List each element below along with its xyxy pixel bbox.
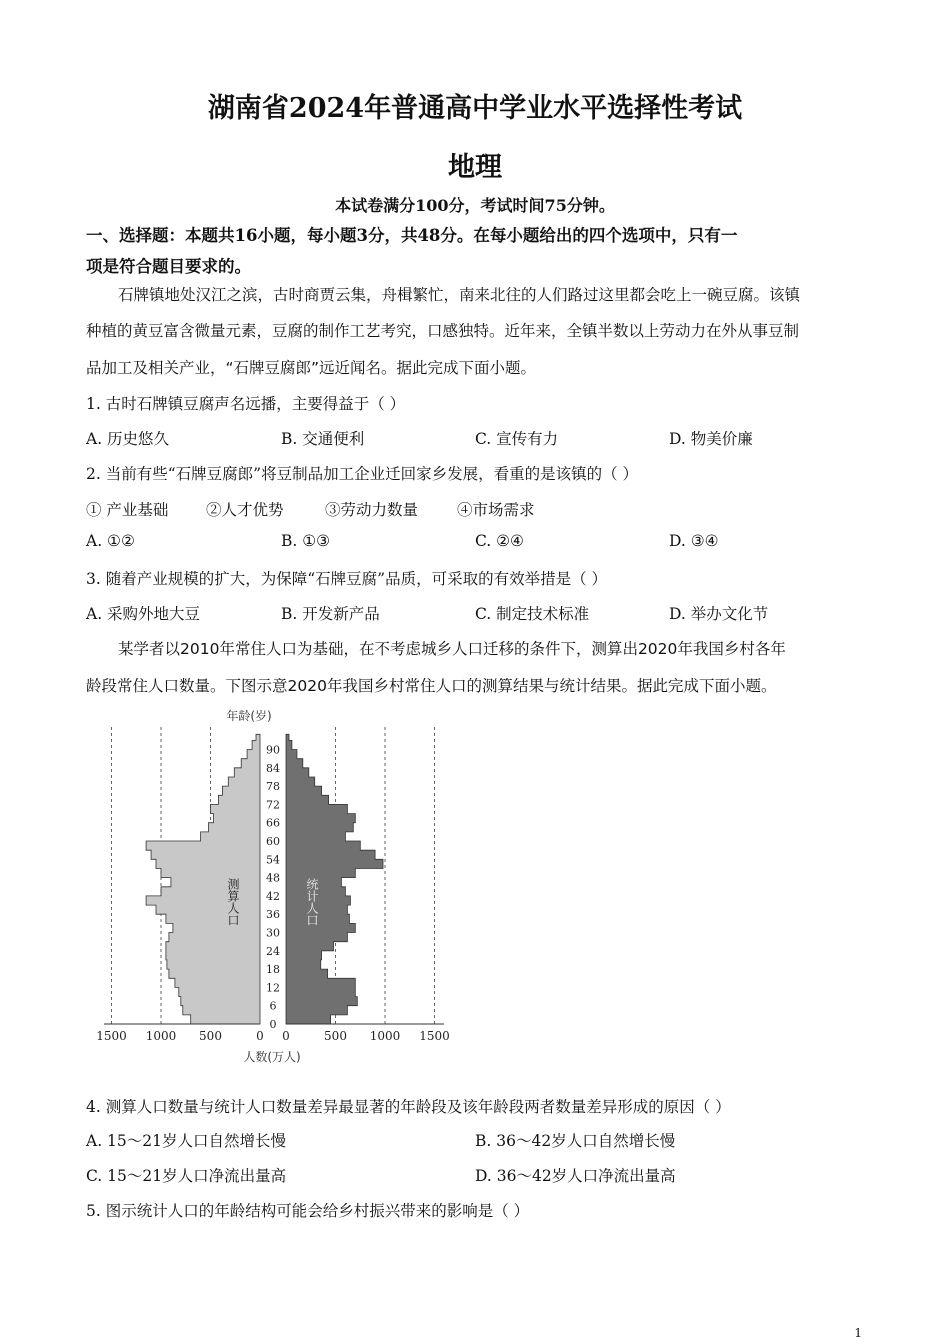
chart-series [146, 734, 383, 1024]
y-tick-label: 78 [266, 780, 280, 794]
q2-item-2: ②人才优势 [206, 501, 284, 519]
q2-option-a: A. ①② [86, 532, 135, 550]
page-number: 1 [854, 1326, 862, 1340]
y-tick-label: 84 [266, 761, 280, 775]
passage2-line2: 龄段常住人口数量。下图示意2020年我国乡村常住人口的测算结果与统计结果。据此完成下面小题。 [86, 677, 777, 695]
q3-option-d: D. 举办文化节 [669, 605, 769, 623]
q1-option-a: A. 历史悠久 [86, 430, 170, 448]
passage1-line1: 石牌镇地处汉江之滨，古时商贾云集，舟楫繁忙，南来北往的人们路过这里都会吃上一碗豆腐。该镇 [118, 286, 801, 304]
y-tick-label: 18 [266, 963, 280, 977]
q2-item-1: ① 产业基础 [86, 501, 169, 519]
passage1-line3: 品加工及相关产业，“石牌豆腐郎”远近闻名。据此完成下面小题。 [86, 359, 537, 377]
passage2-line1: 某学者以2010年常住人口为基础，在不考虑城乡人口迁移的条件下，测算出2020年我国乡村各年 [118, 640, 786, 658]
q4-option-b: B. 36～42岁人口自然增长慢 [475, 1132, 676, 1150]
q2-option-c: C. ②④ [475, 532, 524, 550]
x-tick-label: 0 [282, 1029, 290, 1043]
y-tick-label: 36 [266, 908, 280, 922]
q5-stem: 5. 图示统计人口的年龄结构可能会给乡村振兴带来的影响是（ ） [86, 1202, 530, 1220]
q2-item-3: ③劳动力数量 [325, 501, 419, 519]
q1-stem: 1. 古时石牌镇豆腐声名远播，主要得益于（ ） [86, 395, 406, 413]
x-axis-title: 人数(万人) [243, 1050, 301, 1064]
exam-title: 湖南省2024年普通高中学业水平选择性考试 [207, 93, 743, 124]
x-tick-label: 1500 [419, 1029, 450, 1043]
q4-option-d: D. 36～42岁人口净流出量高 [475, 1167, 676, 1185]
y-tick-label: 90 [266, 743, 280, 757]
y-tick-label: 48 [266, 871, 280, 885]
y-tick-label: 60 [266, 835, 280, 848]
q4-option-a: A. 15～21岁人口自然增长慢 [86, 1132, 286, 1150]
right-series-area [286, 734, 383, 1024]
q3-option-a: A. 采购外地大豆 [86, 605, 201, 623]
y-tick-label: 42 [266, 889, 280, 903]
population-pyramid-chart [94, 702, 464, 1072]
q2-item-4: ④市场需求 [457, 501, 535, 519]
x-tick-label: 500 [199, 1029, 222, 1043]
subject-title: 地理 [448, 152, 502, 183]
y-tick-label: 12 [266, 981, 280, 995]
chart-ticks [96, 744, 450, 1044]
x-tick-label: 500 [324, 1029, 347, 1043]
q4-option-c: C. 15～21岁人口净流出量高 [86, 1167, 287, 1185]
q1-option-d: D. 物美价廉 [669, 430, 753, 448]
q3-option-b: B. 开发新产品 [281, 605, 380, 623]
exam-note: 本试卷满分100分，考试时间75分钟。 [335, 196, 615, 215]
q1-option-b: B. 交通便利 [281, 430, 365, 448]
section-heading-line1: 一、选择题：本题共16小题，每小题3分，共48分。在每小题给出的四个选项中，只有一 [86, 226, 738, 245]
y-tick-label: 24 [266, 944, 280, 958]
x-tick-label: 1500 [96, 1029, 127, 1043]
y-tick-label: 66 [266, 816, 280, 830]
x-tick-label: 0 [256, 1029, 264, 1043]
left-series-area [146, 734, 260, 1024]
q3-option-c: C. 制定技术标准 [475, 605, 590, 623]
q2-option-d: D. ③④ [669, 532, 719, 550]
q2-stem: 2. 当前有些“石牌豆腐郎”将豆制品加工企业迁回家乡发展，看重的是该镇的（ ） [86, 465, 638, 483]
y-tick-label: 72 [266, 798, 280, 812]
passage1-line2: 种植的黄豆富含微量元素，豆腐的制作工艺考究，口感独特。近年来，全镇半数以上劳动力在外从事豆制 [86, 322, 800, 340]
q4-stem: 4. 测算人口数量与统计人口数量差异最显著的年龄段及该年龄段两者数量差异形成的原因（ ） [86, 1098, 731, 1116]
section-heading-line2: 项是符合题目要求的。 [86, 257, 251, 276]
left-series-label: 测算人口 [226, 878, 240, 926]
y-tick-label: 30 [266, 926, 280, 940]
y-tick-label: 54 [266, 853, 280, 867]
q2-option-b: B. ①③ [281, 532, 331, 550]
q1-option-c: C. 宣传有力 [475, 430, 559, 448]
y-axis-title: 年龄(岁) [226, 709, 272, 723]
x-tick-label: 1000 [145, 1029, 177, 1043]
x-tick-label: 1000 [369, 1029, 401, 1043]
q3-stem: 3. 随着产业规模的扩大，为保障“石牌豆腐”品质，可采取的有效举措是（ ） [86, 570, 607, 588]
right-series-label: 统计人口 [305, 878, 319, 926]
y-tick-label: 0 [269, 1018, 277, 1031]
y-tick-label: 6 [269, 999, 277, 1013]
